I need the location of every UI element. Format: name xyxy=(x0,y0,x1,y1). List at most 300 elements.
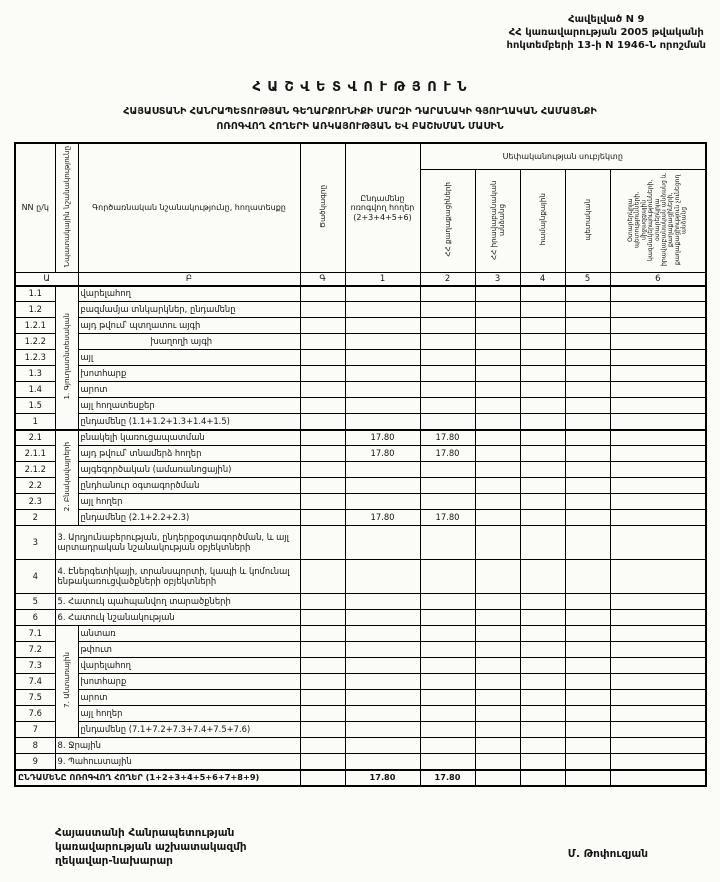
group-label-residential: 2. Բնակավայրերի xyxy=(55,430,78,526)
table-row xyxy=(15,430,706,446)
value-cell xyxy=(565,754,610,770)
value-cell xyxy=(475,690,520,706)
value-cell xyxy=(420,286,475,302)
value-cell xyxy=(475,350,520,366)
value-cell xyxy=(565,510,610,526)
table-row xyxy=(15,594,706,610)
value-cell xyxy=(475,754,520,770)
value-cell xyxy=(420,494,475,510)
col-header-nn: NN ը/կ xyxy=(15,143,55,273)
code-cell xyxy=(300,706,345,722)
table-row xyxy=(15,626,706,642)
table-row xyxy=(15,382,706,398)
row-desc: խոտհարք xyxy=(78,674,300,690)
table-row xyxy=(15,286,706,302)
value-cell xyxy=(475,738,520,754)
code-cell xyxy=(300,658,345,674)
col-header-code xyxy=(300,143,345,273)
value-cell xyxy=(475,382,520,398)
value-cell xyxy=(520,770,565,786)
value-cell: 17.80 xyxy=(345,430,420,446)
value-cell: 17.80 xyxy=(420,510,475,526)
value-cell xyxy=(520,494,565,510)
table-row xyxy=(15,560,706,594)
value-cell xyxy=(610,738,706,754)
column-letter: Գ xyxy=(300,273,345,286)
table-row xyxy=(15,674,706,690)
value-cell xyxy=(345,658,420,674)
value-cell xyxy=(420,658,475,674)
group-label-agricultural: 1. Գյուղատնտեսական xyxy=(55,286,78,430)
table-row xyxy=(15,510,706,526)
code-cell xyxy=(300,510,345,526)
code-cell xyxy=(300,382,345,398)
value-cell xyxy=(475,642,520,658)
row-num: 7 xyxy=(15,722,55,738)
value-cell xyxy=(420,478,475,494)
value-cell xyxy=(345,398,420,414)
row-desc: այլ հողեր xyxy=(78,706,300,722)
value-cell xyxy=(475,722,520,738)
row-num: 2.2 xyxy=(15,478,55,494)
value-cell xyxy=(610,610,706,626)
value-cell xyxy=(475,318,520,334)
appendix-line: ՀՀ կառավարության 2005 թվականի xyxy=(508,27,704,38)
value-cell xyxy=(610,494,706,510)
value-cell xyxy=(345,462,420,478)
value-cell xyxy=(345,690,420,706)
value-cell xyxy=(420,754,475,770)
row-num: 1.3 xyxy=(15,366,55,382)
table-row xyxy=(15,642,706,658)
row-desc: վարելահող xyxy=(78,286,300,302)
value-cell xyxy=(565,414,610,430)
value-cell xyxy=(420,594,475,610)
row-num: 2.1.2 xyxy=(15,462,55,478)
row-num: 3 xyxy=(15,526,55,560)
value-cell xyxy=(610,414,706,430)
col-header-total: Ընդամենը ոռոգվող հողեր (2+3+4+5+6) xyxy=(345,143,420,273)
value-cell xyxy=(610,560,706,594)
row-desc: արոտ xyxy=(78,382,300,398)
row-desc: 5. Հատուկ պահպանվող տարածքների xyxy=(55,594,300,610)
code-cell xyxy=(300,462,345,478)
value-cell xyxy=(475,366,520,382)
value-cell xyxy=(420,302,475,318)
value-cell xyxy=(345,478,420,494)
row-num: 2 xyxy=(15,510,55,526)
code-cell xyxy=(300,770,345,786)
table-row xyxy=(15,398,706,414)
value-cell xyxy=(420,610,475,626)
col-header-purpose-label: Նպատակային նշանակությունը xyxy=(61,146,71,268)
value-cell xyxy=(565,526,610,560)
table-row xyxy=(15,478,706,494)
value-cell xyxy=(345,706,420,722)
row-num: 7.4 xyxy=(15,674,55,690)
value-cell xyxy=(565,334,610,350)
value-cell xyxy=(420,366,475,382)
code-cell xyxy=(300,526,345,560)
value-cell xyxy=(520,738,565,754)
value-cell xyxy=(520,350,565,366)
table-row xyxy=(15,658,706,674)
value-cell xyxy=(610,594,706,610)
table-row xyxy=(15,526,706,560)
value-cell xyxy=(610,286,706,302)
code-cell xyxy=(300,690,345,706)
value-cell xyxy=(520,366,565,382)
value-cell xyxy=(565,462,610,478)
row-desc: այլ հողեր xyxy=(78,494,300,510)
value-cell xyxy=(520,446,565,462)
value-cell xyxy=(565,366,610,382)
row-num: 9 xyxy=(15,754,55,770)
value-cell xyxy=(565,318,610,334)
column-letter: 2 xyxy=(420,273,475,286)
value-cell xyxy=(345,286,420,302)
value-cell xyxy=(610,690,706,706)
row-num: 2.1 xyxy=(15,430,55,446)
value-cell xyxy=(345,350,420,366)
table-row xyxy=(15,462,706,478)
value-cell xyxy=(475,658,520,674)
row-num: 6 xyxy=(15,610,55,626)
row-num: 7.6 xyxy=(15,706,55,722)
row-num: 1.4 xyxy=(15,382,55,398)
value-cell xyxy=(610,706,706,722)
value-cell xyxy=(565,478,610,494)
value-cell xyxy=(475,770,520,786)
value-cell: 17.80 xyxy=(345,510,420,526)
value-cell xyxy=(565,770,610,786)
col-header-ownership: Սեփականության սուբյեկտը xyxy=(420,143,706,169)
signature-line: կառավարության աշխատակազմի xyxy=(55,841,247,854)
column-letter: Ա xyxy=(15,273,78,286)
value-cell xyxy=(475,560,520,594)
value-cell xyxy=(345,594,420,610)
value-cell xyxy=(565,350,610,366)
value-cell xyxy=(520,642,565,658)
value-cell xyxy=(565,706,610,722)
value-cell xyxy=(345,526,420,560)
value-cell xyxy=(610,430,706,446)
table-row xyxy=(15,414,706,430)
row-desc: վարելահող xyxy=(78,658,300,674)
row-num: 1.2 xyxy=(15,302,55,318)
value-cell xyxy=(475,334,520,350)
row-num: 2.3 xyxy=(15,494,55,510)
col-header-state xyxy=(565,169,610,273)
code-cell xyxy=(300,334,345,350)
value-cell xyxy=(610,526,706,560)
value-cell xyxy=(420,382,475,398)
value-cell xyxy=(345,382,420,398)
value-cell xyxy=(420,674,475,690)
report-title: Հ Ա Շ Վ Ե Տ Վ Ո Ւ Թ Յ Ո Ւ Ն xyxy=(252,80,468,95)
row-num: 5 xyxy=(15,594,55,610)
row-num: 1 xyxy=(15,414,55,430)
table-row xyxy=(15,350,706,366)
row-desc: 6. Հատուկ նշանակության xyxy=(55,610,300,626)
value-cell xyxy=(565,674,610,690)
table-row xyxy=(15,690,706,706)
table-row xyxy=(15,366,706,382)
row-desc: ընդհանուր օգտագործման xyxy=(78,478,300,494)
value-cell xyxy=(520,462,565,478)
code-cell xyxy=(300,414,345,430)
value-cell: 17.80 xyxy=(420,430,475,446)
value-cell xyxy=(610,398,706,414)
value-cell xyxy=(610,334,706,350)
value-cell xyxy=(520,690,565,706)
value-cell xyxy=(610,366,706,382)
value-cell xyxy=(475,526,520,560)
col-header-citizens-label: ՀՀ քաղաքացիների xyxy=(442,182,452,257)
row-desc: խոտհարք xyxy=(78,366,300,382)
value-cell xyxy=(420,318,475,334)
row-desc: 4. Էներգետիկայի, տրանսպորտի, կապի և կոմունալ ենթակառուցվածքների օբյեկտների xyxy=(55,560,300,594)
signature-block xyxy=(55,826,247,869)
row-num: 1.2.1 xyxy=(15,318,55,334)
value-cell xyxy=(610,770,706,786)
value-cell xyxy=(345,560,420,594)
value-cell xyxy=(420,462,475,478)
col-header-community-label: համայնքային xyxy=(537,193,547,246)
row-desc: բնակելի կառուցապատման xyxy=(78,430,300,446)
row-desc: այգեգործական (ամառանոցային) xyxy=(78,462,300,478)
value-cell xyxy=(610,318,706,334)
signature-line: Հայաստանի Հանրապետության xyxy=(55,827,235,839)
code-cell xyxy=(300,642,345,658)
value-cell xyxy=(565,430,610,446)
code-cell xyxy=(300,446,345,462)
table-row xyxy=(15,706,706,722)
row-desc: արոտ xyxy=(78,690,300,706)
value-cell xyxy=(345,302,420,318)
row-desc: այլ xyxy=(78,350,300,366)
code-cell xyxy=(300,594,345,610)
row-desc: 3. Արդյունաբերության, ընդերքօգտագործման, և այլ արտադրական նշանակության օբյեկտների xyxy=(55,526,300,560)
table-row xyxy=(15,318,706,334)
code-cell xyxy=(300,674,345,690)
column-letter: 4 xyxy=(520,273,565,286)
value-cell xyxy=(420,626,475,642)
col-header-community xyxy=(520,169,565,273)
value-cell xyxy=(520,414,565,430)
value-cell xyxy=(420,642,475,658)
value-cell xyxy=(520,560,565,594)
value-cell xyxy=(610,382,706,398)
code-cell xyxy=(300,286,345,302)
value-cell xyxy=(345,318,420,334)
appendix-note xyxy=(507,13,706,52)
value-cell xyxy=(520,430,565,446)
value-cell xyxy=(520,674,565,690)
value-cell xyxy=(475,674,520,690)
row-desc: թփուտ xyxy=(78,642,300,658)
value-cell xyxy=(475,446,520,462)
signature-line: ղեկավար-նախարար xyxy=(55,855,173,868)
row-num: 4 xyxy=(15,560,55,594)
row-desc: ընդամենը (2.1+2.2+2.3) xyxy=(78,510,300,526)
value-cell xyxy=(610,462,706,478)
value-cell xyxy=(420,560,475,594)
value-cell xyxy=(565,286,610,302)
value-cell xyxy=(475,626,520,642)
value-cell xyxy=(475,706,520,722)
grand-total-label: ԸՆԴԱՄԵՆԸ ՈՌՈԳՎՈՂ ՀՈՂԵՐ (1+2+3+4+5+6+7+8+9) xyxy=(15,770,300,786)
value-cell xyxy=(475,610,520,626)
row-desc: խաղողի այգի xyxy=(78,334,300,350)
column-letter: 3 xyxy=(475,273,520,286)
code-cell xyxy=(300,430,345,446)
value-cell xyxy=(520,610,565,626)
value-cell xyxy=(420,350,475,366)
code-cell xyxy=(300,366,345,382)
value-cell xyxy=(565,302,610,318)
value-cell xyxy=(475,510,520,526)
row-num: 7.2 xyxy=(15,642,55,658)
grand-total-row xyxy=(15,770,706,786)
row-num: 7.3 xyxy=(15,658,55,674)
table-row xyxy=(15,446,706,462)
value-cell xyxy=(345,334,420,350)
column-letter: 5 xyxy=(565,273,610,286)
signatory-name: Մ. Թոփուզյան xyxy=(567,848,648,860)
col-header-function: Գործառնական նշանակությունը, հողատեսքը xyxy=(78,143,300,273)
row-num: 7.5 xyxy=(15,690,55,706)
code-cell xyxy=(300,302,345,318)
value-cell xyxy=(610,626,706,642)
row-num: 1.1 xyxy=(15,286,55,302)
value-cell xyxy=(345,626,420,642)
value-cell xyxy=(610,674,706,690)
value-cell xyxy=(520,286,565,302)
code-cell xyxy=(300,494,345,510)
value-cell xyxy=(565,494,610,510)
value-cell xyxy=(610,642,706,658)
row-desc: այլ հողատեսքեր xyxy=(78,398,300,414)
row-num: 8 xyxy=(15,738,55,754)
row-desc: այդ թվում՝ պտղատու այգի xyxy=(78,318,300,334)
value-cell xyxy=(610,350,706,366)
col-header-citizens xyxy=(420,169,475,273)
grand-total-value: 17.80 xyxy=(420,770,475,786)
value-cell xyxy=(420,414,475,430)
value-cell xyxy=(565,446,610,462)
value-cell xyxy=(610,302,706,318)
value-cell xyxy=(610,446,706,462)
value-cell xyxy=(610,658,706,674)
group-label-forest: 7. Անտառային xyxy=(55,626,78,738)
value-cell xyxy=(520,526,565,560)
row-desc: ընդամենը (1.1+1.2+1.3+1.4+1.5) xyxy=(78,414,300,430)
value-cell xyxy=(420,722,475,738)
value-cell xyxy=(610,478,706,494)
value-cell xyxy=(565,690,610,706)
code-cell xyxy=(300,738,345,754)
column-letter: 1 xyxy=(345,273,420,286)
row-num: 1.5 xyxy=(15,398,55,414)
code-cell xyxy=(300,560,345,594)
value-cell xyxy=(565,626,610,642)
value-cell xyxy=(520,398,565,414)
value-cell xyxy=(565,594,610,610)
value-cell xyxy=(610,722,706,738)
value-cell xyxy=(520,706,565,722)
value-cell xyxy=(475,286,520,302)
table-row xyxy=(15,494,706,510)
value-cell xyxy=(520,754,565,770)
grand-total-value: 17.80 xyxy=(345,770,420,786)
value-cell xyxy=(520,510,565,526)
value-cell xyxy=(565,642,610,658)
value-cell xyxy=(520,626,565,642)
value-cell xyxy=(520,658,565,674)
value-cell xyxy=(420,526,475,560)
value-cell xyxy=(475,462,520,478)
value-cell xyxy=(520,478,565,494)
value-cell xyxy=(520,302,565,318)
value-cell xyxy=(565,722,610,738)
value-cell xyxy=(345,610,420,626)
value-cell xyxy=(565,738,610,754)
col-header-legal-entities-label: ՀՀ իրավաբանական անձանց xyxy=(488,179,506,260)
value-cell xyxy=(345,494,420,510)
irrigated-land-table xyxy=(14,142,707,787)
table-row xyxy=(15,334,706,350)
row-desc: 8. Ջրային xyxy=(55,738,300,754)
col-header-code-label: Ծածկագրը xyxy=(317,185,327,229)
col-header-legal-entities xyxy=(475,169,520,273)
code-cell xyxy=(300,722,345,738)
value-cell xyxy=(520,382,565,398)
code-cell xyxy=(300,398,345,414)
table-row xyxy=(15,738,706,754)
table-row xyxy=(15,610,706,626)
value-cell xyxy=(520,722,565,738)
value-cell xyxy=(420,334,475,350)
value-cell xyxy=(565,610,610,626)
value-cell xyxy=(345,366,420,382)
value-cell xyxy=(520,318,565,334)
value-cell xyxy=(565,398,610,414)
value-cell xyxy=(345,642,420,658)
row-num: 1.2.2 xyxy=(15,334,55,350)
code-cell xyxy=(300,626,345,642)
value-cell xyxy=(475,430,520,446)
col-header-foreign xyxy=(610,169,706,273)
report-subtitle-subject: ՈՌՈԳՎՈՂ ՀՈՂԵՐԻ ԱՌԿԱՅՈՒԹՅԱՆ ԵՎ ԲԱՇԽՄԱՆ ՄԱՍԻՆ xyxy=(216,121,504,132)
value-cell xyxy=(420,690,475,706)
row-num: 1.2.3 xyxy=(15,350,55,366)
table-row xyxy=(15,302,706,318)
value-cell xyxy=(420,706,475,722)
appendix-line: հոկտեմբերի 13-ի N 1946-Ն որոշման xyxy=(506,40,706,51)
value-cell xyxy=(345,738,420,754)
column-letter: 6 xyxy=(610,273,706,286)
table-row xyxy=(15,722,706,738)
col-header-state-label: պետական xyxy=(582,198,592,241)
value-cell: 17.80 xyxy=(420,446,475,462)
value-cell xyxy=(565,560,610,594)
value-cell xyxy=(420,738,475,754)
value-cell xyxy=(475,494,520,510)
code-cell xyxy=(300,610,345,626)
row-desc: բազմամյա տնկարկներ, ընդամենը xyxy=(78,302,300,318)
value-cell xyxy=(475,302,520,318)
